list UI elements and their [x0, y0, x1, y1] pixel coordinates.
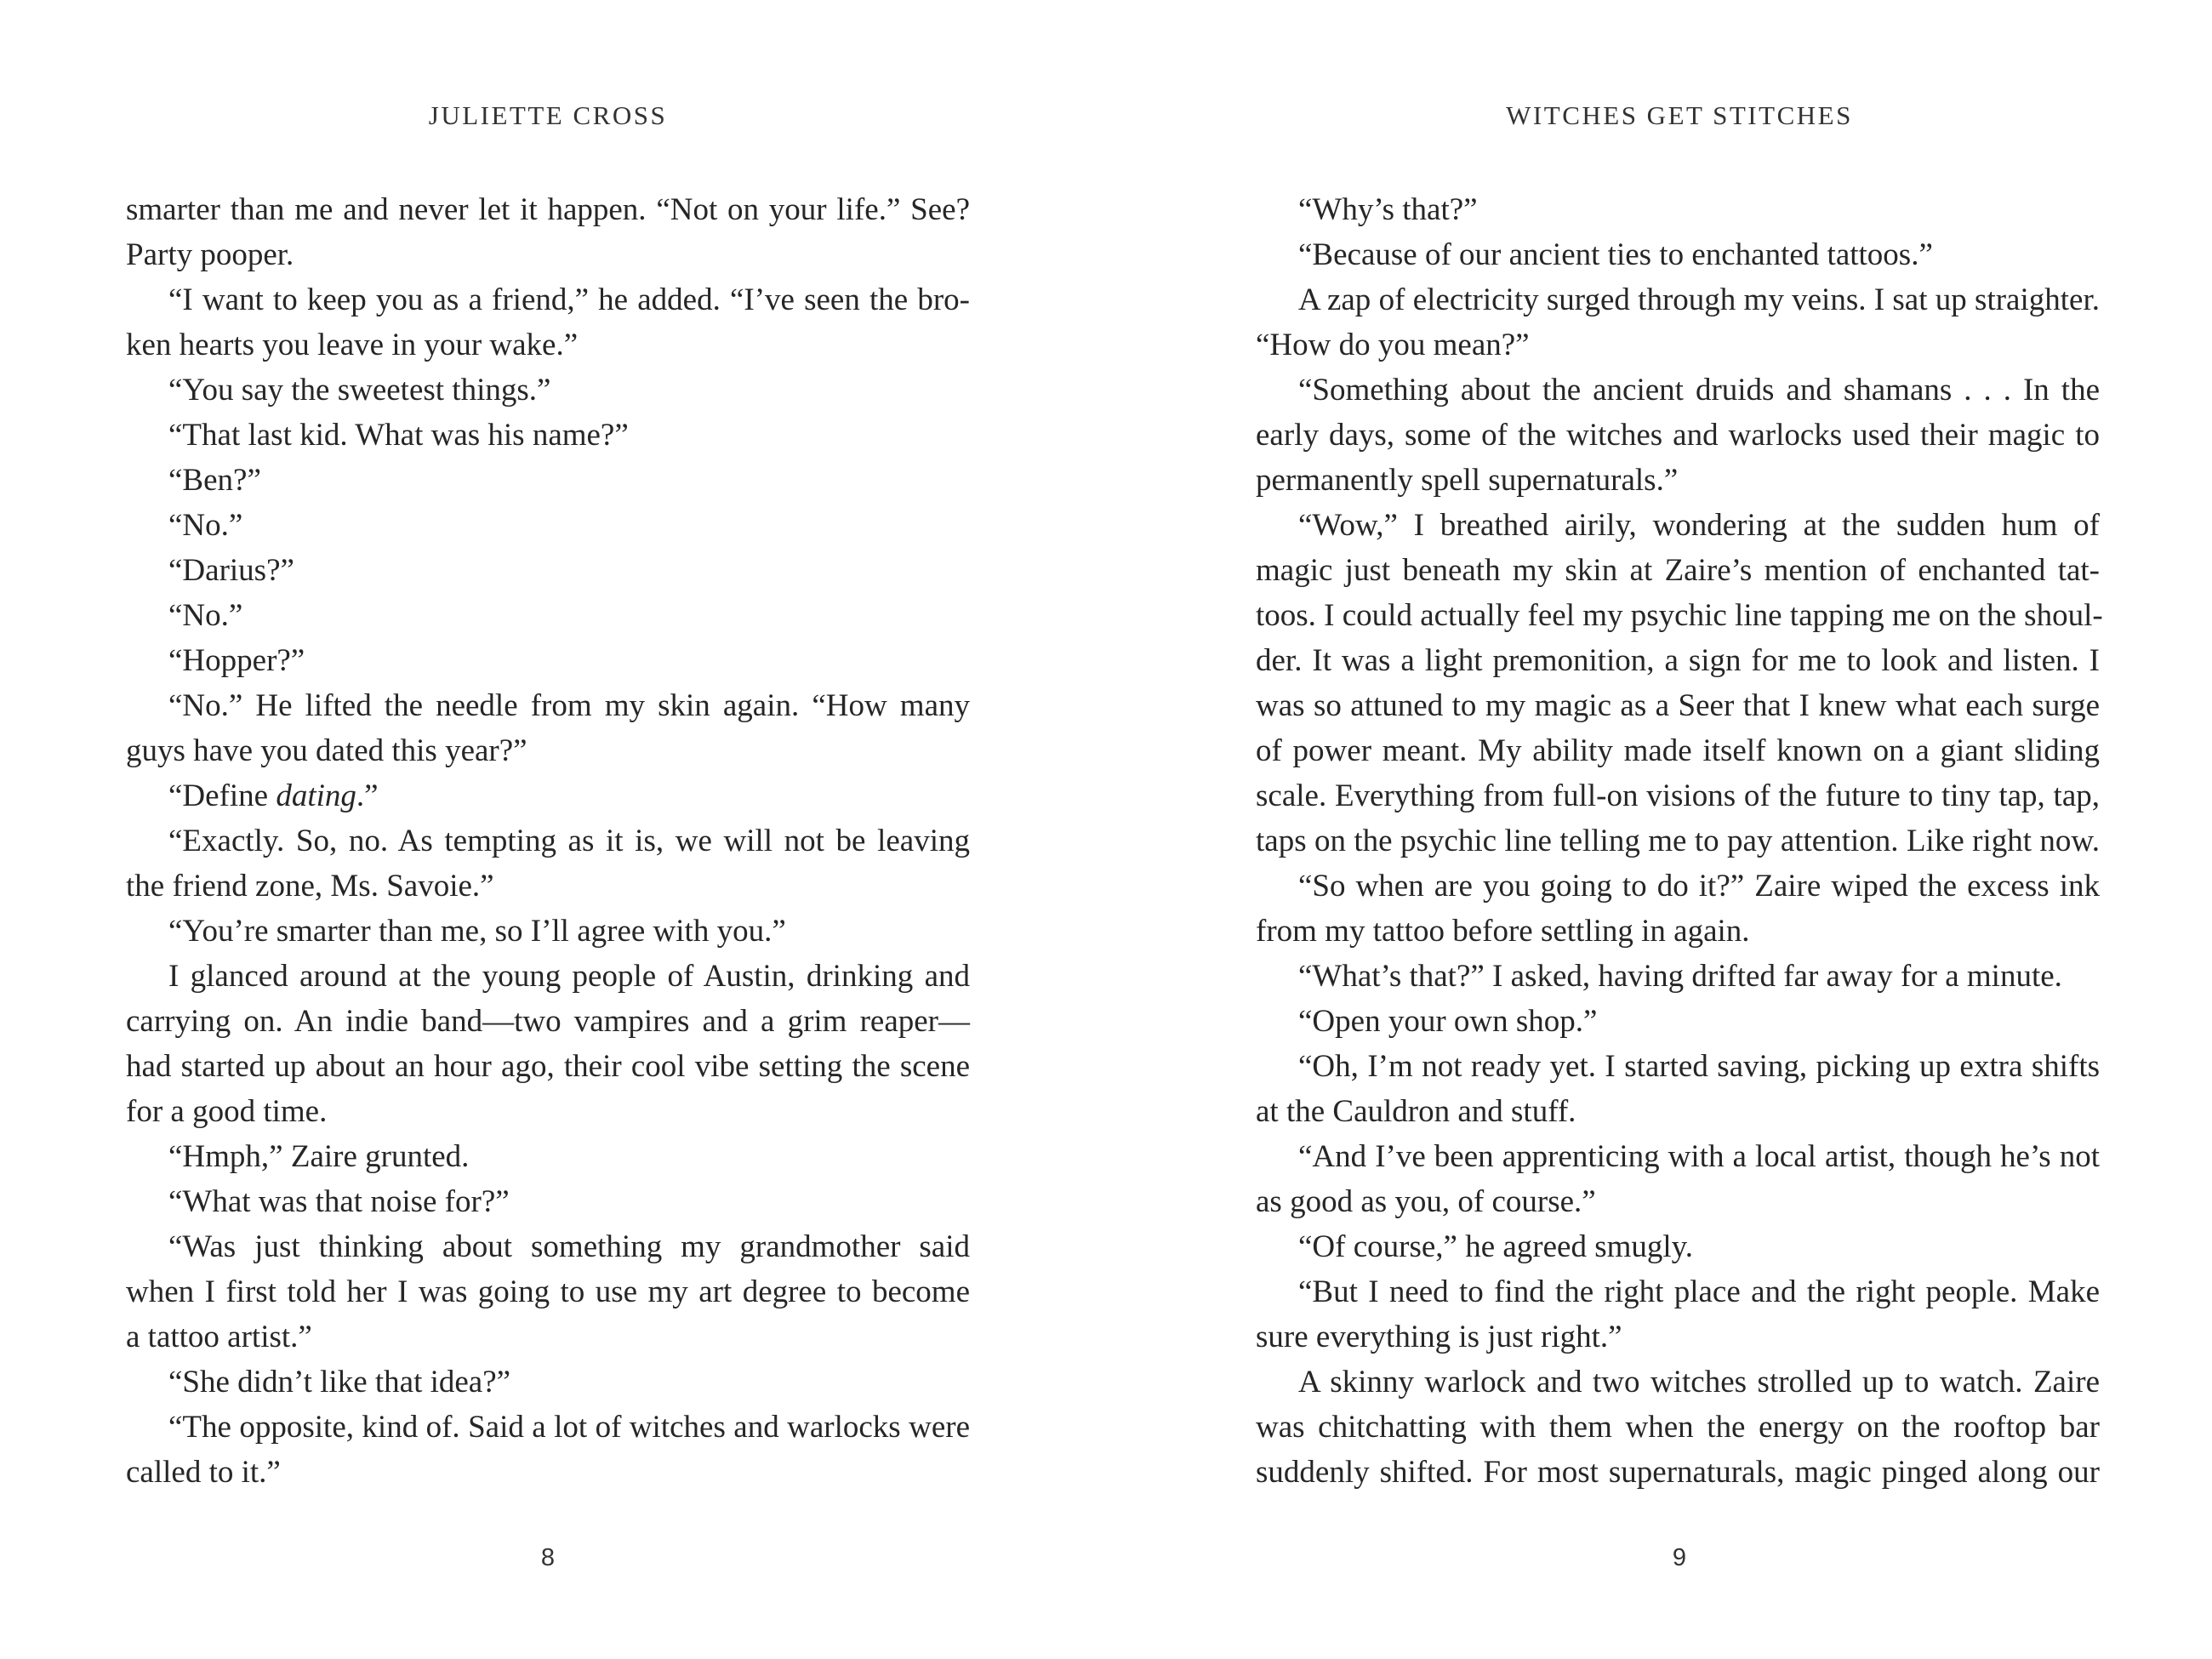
text-line: A zap of electricity surged through my veins. I sat up straighter. [1298, 282, 2100, 317]
text-line: “Darius?” [168, 553, 294, 588]
text-line: permanently spell supernaturals.” [1256, 463, 1679, 498]
emphasized-word: dating [276, 778, 356, 813]
page-number: 8 [540, 1544, 556, 1571]
text-line: when I first told her I was going to use my art degree to become [126, 1274, 970, 1309]
text-line: had started up about an hour ago, their cool vibe setting the scene [126, 1049, 970, 1084]
text-line: “So when are you going to do it?” Zaire wiped the excess ink [1298, 869, 2100, 904]
text-line: “No.” He lifted the needle from my skin again. “How many [168, 688, 970, 723]
text-line: “The opposite, kind of. Said a lot of witches and warlocks were [168, 1410, 970, 1445]
text-line: guys have you dated this year?” [126, 733, 527, 768]
text-line: ken hearts you leave in your wake.” [126, 328, 579, 362]
text-line: smarter than me and never let it happen. “Not on your life.” See? [126, 192, 970, 227]
text-line: called to it.” [126, 1455, 281, 1490]
text-line: “She didn’t like that idea?” [168, 1365, 511, 1400]
text-line: of power meant. My ability made itself known on a giant sliding [1256, 733, 2100, 768]
text-line: taps on the psychic line telling me to pay attention. Like right now. [1256, 824, 2100, 858]
text-line: “Because of our ancient ties to enchanted tattoos.” [1298, 237, 1933, 272]
text-line: Party pooper. [126, 237, 294, 272]
text-line: “Ben?” [168, 463, 261, 498]
text-line: der. It was a light premonition, a sign for me to look and listen. I [1256, 643, 2100, 678]
text-line: early days, some of the witches and warlocks used their magic to [1256, 418, 2100, 453]
text-line: “Why’s that?” [1298, 192, 1478, 227]
text-line: “Define dating.” [168, 778, 379, 813]
text-line: “Something about the ancient druids and shamans . . . In the [1298, 373, 2100, 408]
text-line: sure everything is just right.” [1256, 1320, 1622, 1354]
text-line: “Hmph,” Zaire grunted. [168, 1139, 470, 1174]
text-line: “What’s that?” I asked, having drifted far away for a minute. [1298, 959, 2062, 994]
running-head-author: JULIETTE CROSS [428, 100, 668, 130]
text-line: the friend zone, Ms. Savoie.” [126, 869, 494, 904]
text-line: scale. Everything from full-on visions of the future to tiny tap, tap, [1256, 778, 2100, 813]
text-line: for a good time. [126, 1094, 328, 1129]
text-line: “I want to keep you as a friend,” he added. “I’ve seen the bro- [168, 282, 970, 317]
text-line: “Hopper?” [168, 643, 305, 678]
text-line: “You’re smarter than me, so I’ll agree with you.” [168, 914, 786, 949]
left-page-body [126, 187, 970, 1495]
text-line: “You say the sweetest things.” [168, 373, 551, 408]
text-line: “No.” [168, 598, 243, 633]
text-line: from my tattoo before settling in again. [1256, 914, 1750, 949]
right-page [1106, 0, 2212, 1659]
text-line: “And I’ve been apprenticing with a local artist, though he’s not [1298, 1139, 2100, 1174]
text-line: was so attuned to my magic as a Seer that I knew what each surge [1256, 688, 2100, 723]
text-line: as good as you, of course.” [1256, 1184, 1596, 1219]
text-line: “But I need to find the right place and the right people. Make [1298, 1274, 2100, 1309]
text-line: “How do you mean?” [1256, 328, 1530, 362]
text-line: “Oh, I’m not ready yet. I started saving, picking up extra shifts [1298, 1049, 2100, 1084]
text-line: “Of course,” he agreed smugly. [1298, 1229, 1694, 1264]
text-line: “That last kid. What was his name?” [168, 418, 629, 453]
text-line: magic just beneath my skin at Zaire’s mention of enchanted tat- [1256, 553, 2100, 588]
running-head-title: WITCHES GET STITCHES [1506, 100, 1853, 130]
right-page-body [1256, 187, 2103, 1495]
text-line: “What was that noise for?” [168, 1184, 510, 1219]
text-line: a tattoo artist.” [126, 1320, 312, 1354]
text-line: toos. I could actually feel my psychic line tapping me on the shoul- [1256, 598, 2103, 633]
text-line: A skinny warlock and two witches strolled up to watch. Zaire [1298, 1365, 2100, 1400]
text-line: I glanced around at the young people of Austin, drinking and [168, 959, 970, 994]
text-line: “No.” [168, 508, 243, 543]
text-line: “Exactly. So, no. As tempting as it is, we will not be leaving [168, 824, 970, 858]
text-line: carrying on. An indie band—two vampires and a grim reaper— [126, 1004, 970, 1039]
text-line: suddenly shifted. For most supernaturals, magic pinged along our [1256, 1455, 2100, 1490]
text-line: “Open your own shop.” [1298, 1004, 1598, 1039]
text-line: “Wow,” I breathed airily, wondering at the sudden hum of [1298, 508, 2100, 543]
text-line: was chitchatting with them when the energy on the rooftop bar [1256, 1410, 2100, 1445]
page-number: 9 [1672, 1544, 1687, 1571]
text-line: “Was just thinking about something my grandmother said [168, 1229, 970, 1264]
text-line: at the Cauldron and stuff. [1256, 1094, 1576, 1129]
